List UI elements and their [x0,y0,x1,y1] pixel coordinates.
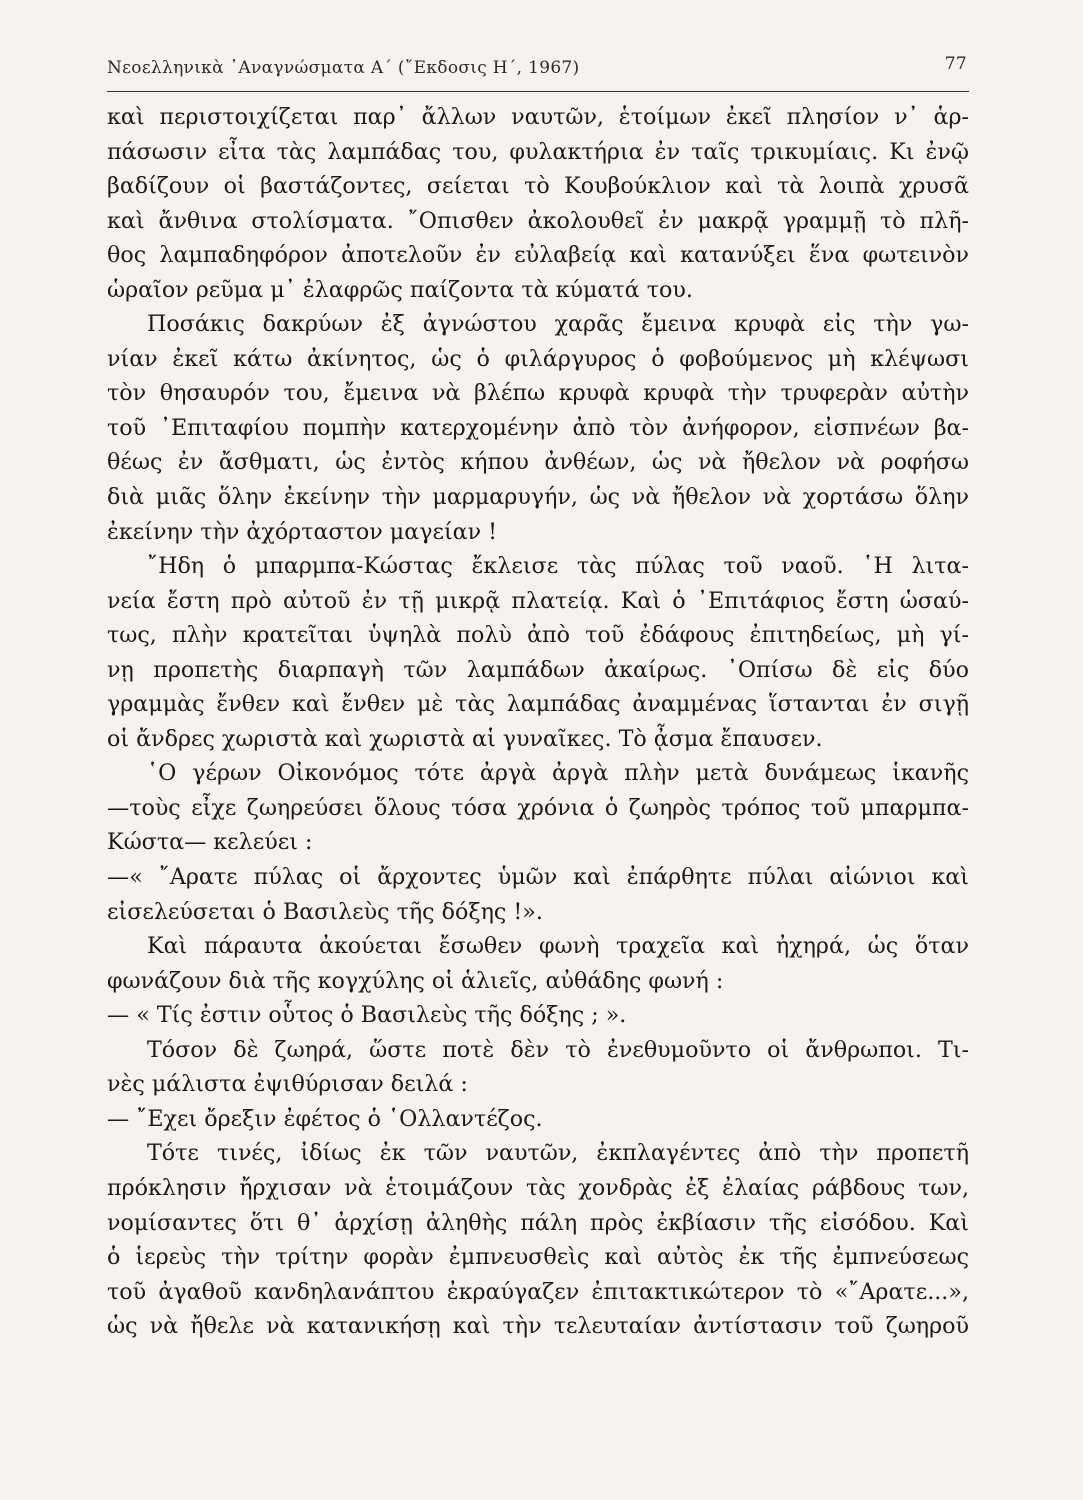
text-line: Ποσάκις δακρύων ἐξ ἀγνώστου χαρᾶς ἔμεινα κρυφὰ εἰς τὴν γω- [147,311,969,338]
text-line: πρόκλησιν ἤρχισαν νὰ ἑτοιμάζουν τὰς χονδρὰς ἐξ ἐλαίας ράβδους των, [107,1174,969,1201]
text-line: εἰσελεύσεται ὁ Βασιλεὺς τῆς δόξης !». [107,898,543,925]
text-line: οἱ ἄνδρες χωριστὰ καὶ χωριστὰ αἱ γυναῖκες. Τὸ ᾆσμα ἔπαυσεν. [107,725,823,752]
text-line: Καὶ πάραυτα ἀκούεται ἔσωθεν φωνὴ τραχεῖα καὶ ἠχηρά, ὡς ὅταν [147,933,969,960]
body-text [107,100,969,1344]
text-line: θος λαμπαδηφόρον ἀποτελοῦν ἐν εὐλαβείᾳ καὶ κατανύξει ἕνα φωτεινὸν [107,242,969,269]
text-line: νῃ προπετὴς διαρπαγὴ τῶν λαμπάδων ἀκαίρως. ᾿Οπίσω δὲ εἰς δύο [107,656,969,683]
running-header [107,50,967,86]
text-line: νίαν ἐκεῖ κάτω ἀκίνητος, ὡς ὁ φιλάργυρος ὁ φοβούμενος μὴ κλέψωσι [107,345,969,372]
text-line: — ῎Εχει ὄρεξιν ἐφέτος ὁ ῾Ολλαντέζος. [107,1105,543,1132]
text-line: θέως ἐν ἄσθματι, ὡς ἐντὸς κήπου ἀνθέων, ὡς νὰ ἤθελον νὰ ροφήσω [107,449,969,476]
text-line: τοῦ ἀγαθοῦ κανδηλανάπτου ἐκραύγαζεν ἐπιτακτικώτερον τὸ «῎Αρατε...», [107,1278,969,1305]
text-line: τως, πλὴν κρατεῖται ὑψηλὰ πολὺ ἀπὸ τοῦ ἐδάφους ἐπιτηδείως, μὴ γί- [107,622,969,649]
text-line: τοῦ ᾿Επιταφίου πομπὴν κατερχομένην ἀπὸ τὸν ἀνήφορον, εἰσπνέων βα- [107,414,969,441]
running-title: Νεοελληνικὰ ᾿Αναγνώσματα Α΄ (῎Εκδοσις Η΄, 1967) [107,58,580,78]
text-line: πάσωσιν εἶτα τὰς λαμπάδας του, φυλακτήρια ἐν ταῖς τρικυμίαις. Κι ἐνῷ [107,138,969,165]
page-number: 77 [944,54,967,74]
text-line: ὡραῖον ρεῦμα μ᾿ ἐλαφρῶς παίζοντα τὰ κύματά του. [107,276,693,303]
text-line: ῎Ηδη ὁ μπαρμπα-Κώστας ἔκλεισε τὰς πύλας τοῦ ναοῦ. ῾Η λιτα- [147,553,969,580]
text-line: Κώστα— κελεύει : [107,829,313,856]
text-line: ὡς νὰ ἤθελε νὰ κατανικήσῃ καὶ τὴν τελευταίαν ἀντίστασιν τοῦ ζωηροῦ [107,1313,969,1340]
text-line: νὲς μάλιστα ἐψιθύρισαν δειλά : [107,1071,468,1098]
text-line: καὶ ἄνθινα στολίσματα. ῎Οπισθεν ἀκολουθεῖ ἐν μακρᾷ γραμμῇ τὸ πλῆ- [107,207,969,234]
text-line: βαδίζουν οἱ βαστάζοντες, σείεται τὸ Κουβούκλιον καὶ τὰ λοιπὰ χρυσᾶ [107,173,969,200]
text-line: —« ῎Αρατε πύλας οἱ ἄρχοντες ὑμῶν καὶ ἐπάρθητε πύλαι αἰώνιοι καὶ [107,864,969,891]
text-line: —τοὺς εἶχε ζωηρεύσει ὅλους τόσα χρόνια ὁ ζωηρὸς τρόπος τοῦ μπαρμπα- [107,794,969,821]
header-rule [107,91,969,92]
text-line: καὶ περιστοιχίζεται παρ᾿ ἄλλων ναυτῶν, ἑτοίμων ἐκεῖ πλησίον ν᾿ ἁρ- [107,104,969,130]
text-line: γραμμὰς ἔνθεν καὶ ἔνθεν μὲ τὰς λαμπάδας ἀναμμένας ἵστανται ἐν σιγῇ [107,691,969,718]
text-line: ῾Ο γέρων Οἰκονόμος τότε ἀργὰ ἀργὰ πλὴν μετὰ δυνάμεως ἱκανῆς [147,760,969,787]
text-line: νεία ἔστη πρὸ αὐτοῦ ἐν τῇ μικρᾷ πλατείᾳ. Καὶ ὁ ᾿Επιτάφιος ἔστη ὡσαύ- [107,587,969,614]
text-line: τὸν θησαυρόν του, ἔμεινα νὰ βλέπω κρυφὰ κρυφὰ τὴν τρυφερὰν αὐτὴν [107,380,969,407]
text-line: νομίσαντες ὅτι θ᾿ ἀρχίσῃ ἀληθὴς πάλη πρὸς ἐκβίασιν τῆς εἰσόδου. Καὶ [107,1209,969,1236]
text-line: φωνάζουν διὰ τῆς κογχύλης οἱ ἁλιεῖς, αὐθάδης φωνή : [107,967,724,994]
text-line: Τότε τινές, ἰδίως ἐκ τῶν ναυτῶν, ἐκπλαγέντες ἀπὸ τὴν προπετῆ [147,1140,969,1167]
text-line: διὰ μιᾶς ὅλην ἐκείνην τὴν μαρμαρυγήν, ὡς νὰ ἤθελον νὰ χορτάσω ὅλην [107,484,969,511]
text-line: — « Τίς ἐστιν οὗτος ὁ Βασιλεὺς τῆς δόξης ; ». [107,1002,627,1029]
text-line: ὁ ἱερεὺς τὴν τρίτην φορὰν ἐμπνευσθεὶς καὶ αὐτὸς ἐκ τῆς ἐμπνεύσεως [107,1244,969,1271]
text-line: Τόσον δὲ ζωηρά, ὥστε ποτὲ δὲν τὸ ἐνεθυμοῦντο οἱ ἄνθρωποι. Τι- [147,1036,969,1063]
text-line: ἐκείνην τὴν ἀχόρταστον μαγείαν ! [107,518,498,545]
